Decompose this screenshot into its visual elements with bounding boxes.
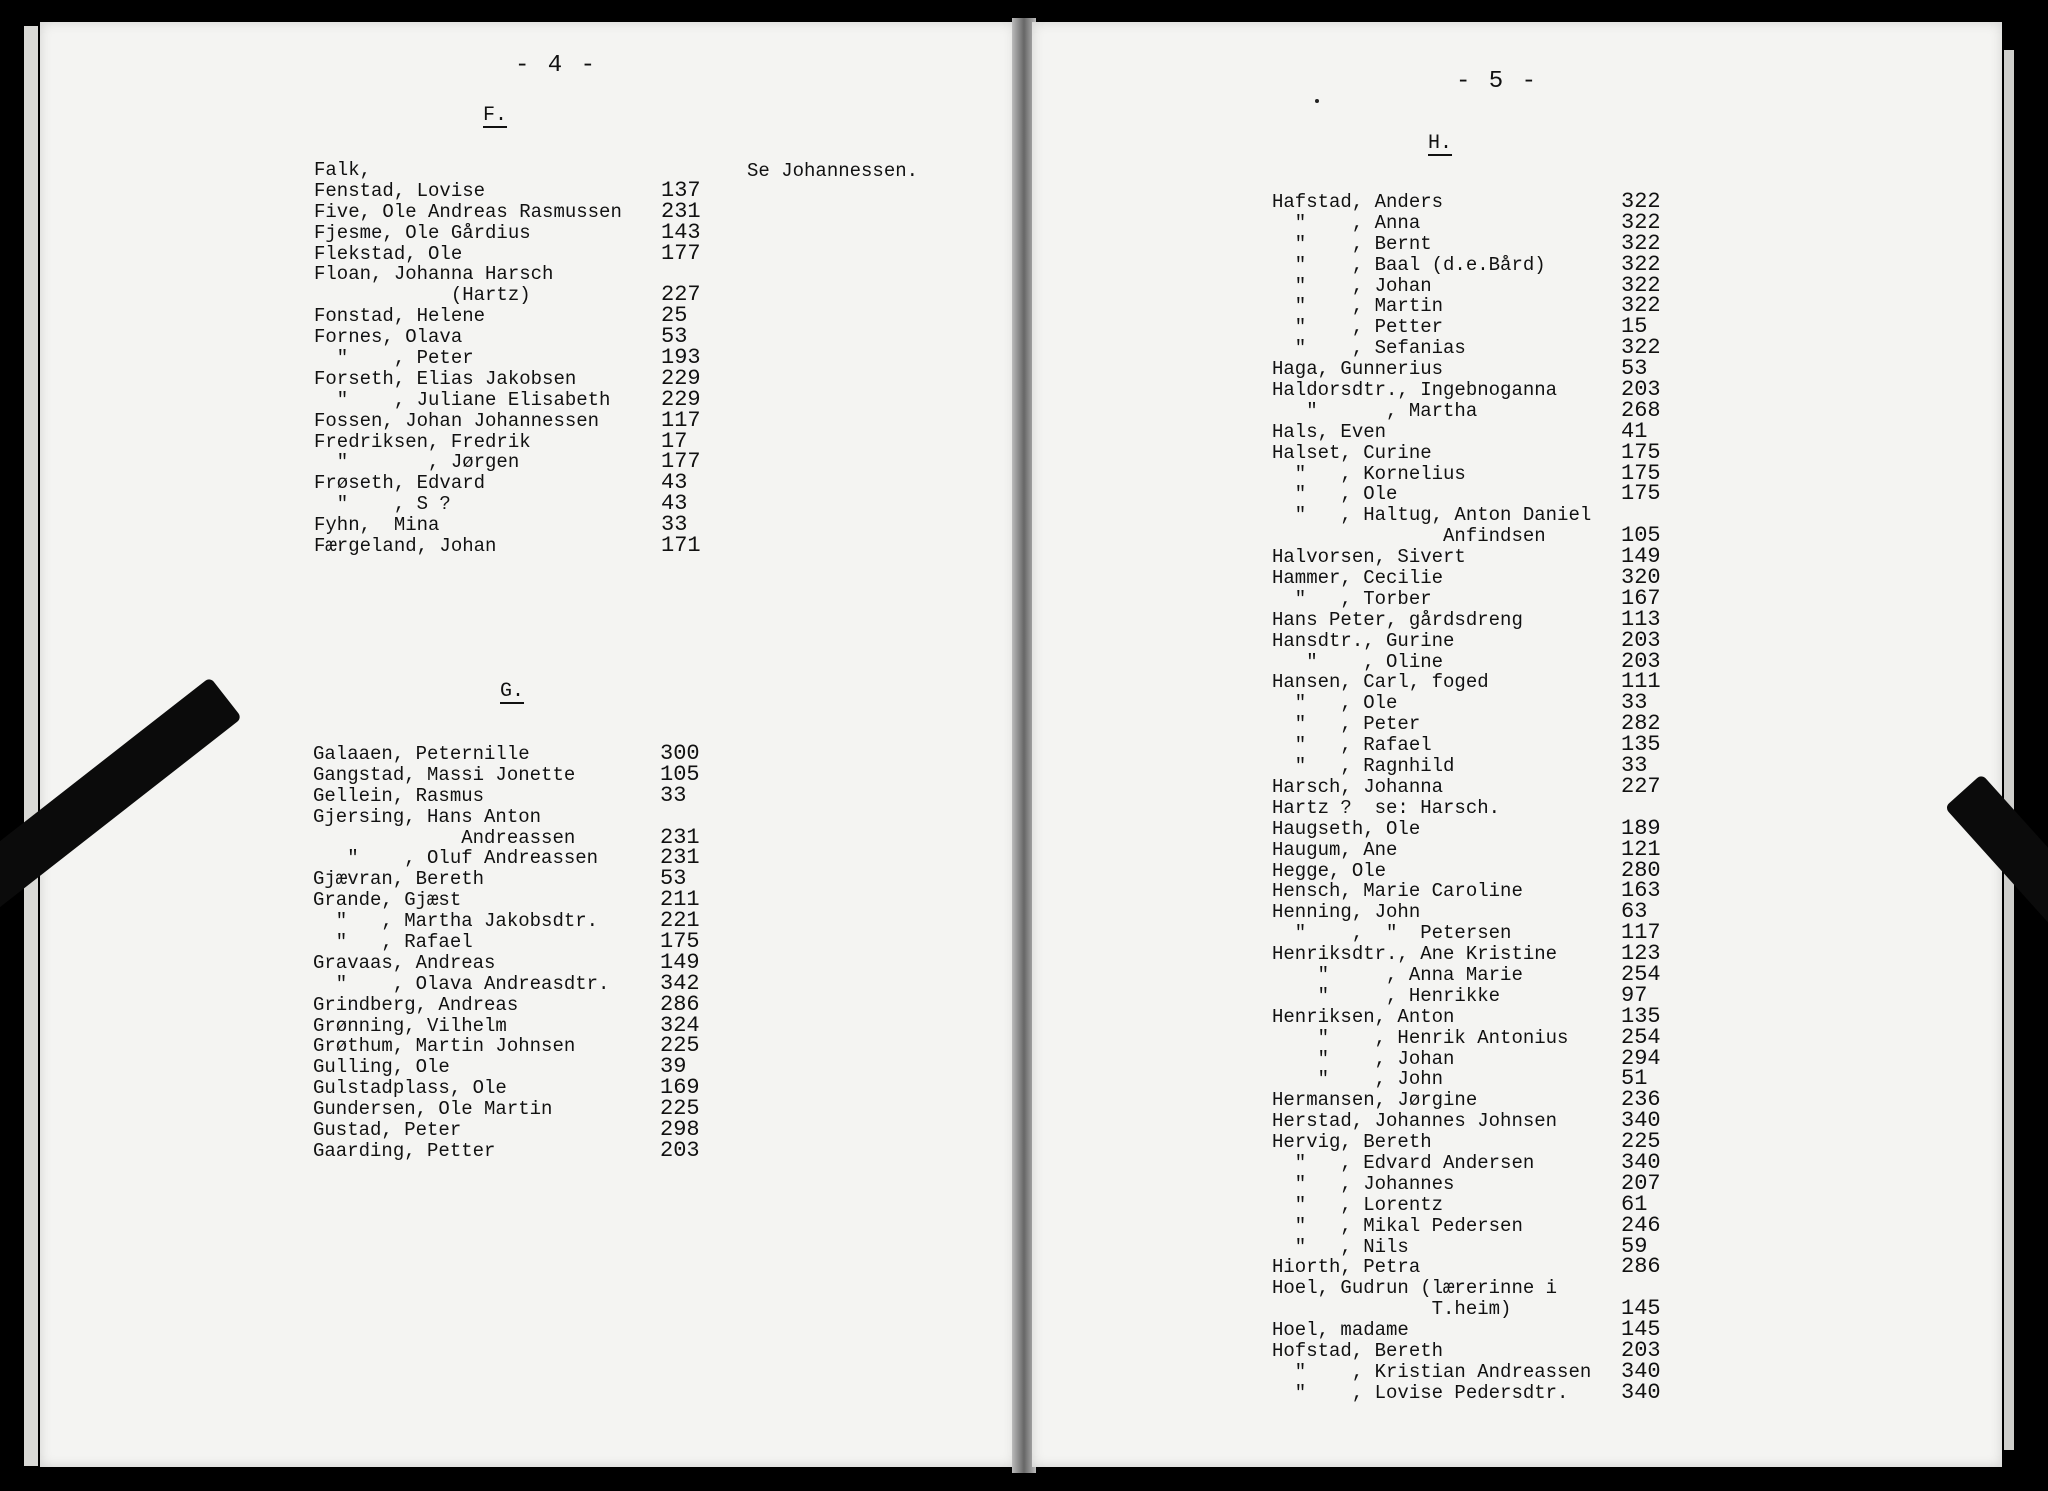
entry-page: 167: [1621, 585, 1661, 611]
entry-page: 322: [1621, 209, 1661, 235]
right-page: [1032, 22, 2002, 1467]
entry-page: 61: [1621, 1191, 1648, 1217]
entry-name: Hiorth, Petra: [1272, 1256, 1421, 1279]
entry-page: 121: [1621, 836, 1661, 862]
entry-page: 135: [1621, 732, 1661, 758]
entry-name: Gulling, Ole: [313, 1056, 450, 1079]
entry-name: Haugum, Ane: [1272, 838, 1398, 861]
entry-page: 113: [1621, 606, 1661, 632]
entry-page: 203: [1621, 648, 1661, 674]
entry-page: 207: [1621, 1170, 1661, 1196]
entry-page: 33: [1621, 753, 1648, 779]
entry-page: 193: [661, 345, 701, 371]
entry-page: 231: [660, 824, 700, 850]
entry-name: Fonstad, Helene: [314, 305, 486, 328]
entry-name: Fjesme, Ole Gårdius: [314, 221, 531, 244]
entry-name: " , Juliane Elisabeth: [314, 388, 611, 411]
entry-page: 43: [661, 470, 688, 496]
entry-page: 43: [661, 491, 688, 517]
entry-page: 15: [1621, 314, 1648, 340]
entry-page: 340: [1621, 1149, 1661, 1175]
entry-name: Gulstadplass, Ole: [313, 1077, 507, 1100]
entry-name: Hartz ? se: Harsch.: [1272, 796, 1501, 819]
entry-page: 51: [1621, 1066, 1648, 1092]
entry-page: 33: [661, 512, 688, 538]
entry-name: " , Haltug, Anton Daniel: [1272, 504, 1592, 527]
entry-name: Gangstad, Massi Jonette: [313, 763, 576, 786]
entry-page: 117: [661, 407, 701, 433]
entry-name: " , " Petersen: [1272, 922, 1512, 945]
entry-name: Grønning, Vilhelm: [313, 1014, 507, 1037]
entry-name: " , Mikal Pedersen: [1272, 1214, 1523, 1237]
entry-name: " , Ole: [1272, 692, 1398, 715]
entry-name: " , Peter: [314, 347, 474, 370]
entry-name: Frøseth, Edvard: [314, 472, 486, 495]
entry-page: 324: [660, 1012, 700, 1038]
entry-page: 33: [660, 782, 687, 808]
entry-name: Fyhn, Mina: [314, 514, 440, 537]
entry-name: Andreassen: [313, 826, 576, 849]
entry-name: " , Martha Jakobsdtr.: [313, 910, 599, 933]
entry-page: 286: [1621, 1254, 1661, 1280]
entry-name: " , Sefanias: [1272, 337, 1466, 360]
entry-page: 231: [660, 845, 700, 871]
entry-name: " , Johan: [1272, 1047, 1455, 1070]
entry-page: 322: [1621, 230, 1661, 256]
section-heading-f: F.: [483, 104, 508, 127]
entry-page: 322: [1621, 251, 1661, 277]
entry-name: Fenstad, Lovise: [314, 179, 486, 202]
entry-name: Halset, Curine: [1272, 441, 1432, 464]
entry-name: Flekstad, Ole: [314, 242, 463, 265]
entry-page: 169: [660, 1075, 700, 1101]
entry-page: 111: [1621, 669, 1661, 695]
entry-name: Haga, Gunnerius: [1272, 358, 1444, 381]
entry-name: Hofstad, Bereth: [1272, 1339, 1444, 1362]
entry-name: " , Johannes: [1272, 1172, 1455, 1195]
entry-name: " , Baal (d.e.Bård): [1272, 253, 1546, 276]
ink-dot: [1315, 99, 1319, 103]
entry-name: " , Henrik Antonius: [1272, 1026, 1569, 1049]
entry-page: 322: [1621, 335, 1661, 361]
entry-name: " , Bernt: [1272, 232, 1432, 255]
entry-name: " , Lovise Pedersdtr.: [1272, 1381, 1569, 1404]
entry-name: " , Johan: [1272, 274, 1432, 297]
entry-page: 59: [1621, 1233, 1648, 1259]
entry-page: 211: [660, 887, 700, 913]
entry-name: " , Petter: [1272, 316, 1444, 339]
entry-name: Fossen, Johan Johannessen: [314, 409, 600, 432]
left-page-edge: [24, 26, 38, 1466]
entry-page: 227: [661, 282, 701, 308]
entry-name: Grindberg, Andreas: [313, 993, 519, 1016]
entry-name: Henning, John: [1272, 901, 1421, 924]
entry-page: 41: [1621, 418, 1648, 444]
entry-name: " , Jørgen: [314, 451, 520, 474]
entry-name: Galaaen, Peternille: [313, 743, 530, 765]
entry-name: Gustad, Peter: [313, 1119, 462, 1142]
entry-name: Halvorsen, Sivert: [1272, 546, 1466, 569]
entry-page: 171: [661, 533, 701, 559]
page-number: - 4 -: [515, 52, 598, 79]
entry-page: 294: [1621, 1045, 1661, 1071]
entry-name: Gaarding, Petter: [313, 1139, 496, 1162]
entry-page: 189: [1621, 815, 1661, 841]
entry-page: 203: [1621, 627, 1661, 653]
entry-name: Five, Ole Andreas Rasmussen: [314, 200, 622, 223]
entry-page: 149: [660, 949, 700, 975]
entry-page: 177: [661, 240, 701, 266]
entry-name: Gjersing, Hans Anton: [313, 805, 542, 828]
entry-name: Hoel, madame: [1272, 1319, 1409, 1342]
entry-name: " , Oluf Andreassen: [313, 847, 599, 870]
entry-page: 246: [1621, 1212, 1661, 1238]
entry-name: " , Torber: [1272, 587, 1432, 610]
entry-page: 340: [1621, 1358, 1661, 1384]
entry-page: 175: [660, 929, 700, 955]
entry-name: T.heim): [1272, 1298, 1512, 1321]
entry-page: 53: [1621, 356, 1648, 382]
entry-page: 254: [1621, 1024, 1661, 1050]
entry-page: 236: [1621, 1087, 1661, 1113]
entry-name: " , Rafael: [313, 931, 473, 954]
entry-page: 229: [661, 386, 701, 412]
entry-page: 105: [660, 761, 700, 787]
entry-name: Grande, Gjæst: [313, 889, 462, 912]
entry-name: " , Ole: [1272, 483, 1398, 506]
entry-page: 53: [661, 324, 688, 350]
page-number: - 5 -: [1456, 68, 1539, 95]
entry-page: 177: [661, 449, 701, 475]
entry-name: " , Oline: [1272, 650, 1444, 673]
entry-name: Harsch, Johanna: [1272, 775, 1444, 798]
entry-name: Anfindsen: [1272, 525, 1546, 548]
entry-page: 63: [1621, 899, 1648, 925]
entry-name: Haugseth, Ole: [1272, 817, 1421, 840]
right-page-edge: [2004, 50, 2014, 1450]
entry-page: 175: [1621, 460, 1661, 486]
entry-name: Henriksdtr., Ane Kristine: [1272, 943, 1558, 966]
entry-page: 280: [1621, 857, 1661, 883]
entry-name: " , Lorentz: [1272, 1193, 1444, 1216]
entry-name: " , Anna Marie: [1272, 963, 1523, 986]
entry-page: 39: [660, 1054, 687, 1080]
entry-name: Hafstad, Anders: [1272, 191, 1444, 213]
entry-name: " , Kornelius: [1272, 462, 1466, 485]
entry-page: 225: [660, 1033, 700, 1059]
entry-name: Hensch, Marie Caroline: [1272, 880, 1523, 903]
entry-page: 225: [1621, 1129, 1661, 1155]
entry-page: 268: [1621, 397, 1661, 423]
entry-name: Hegge, Ole: [1272, 859, 1387, 882]
entry-name: Falk,: [314, 159, 372, 181]
entry-page: 225: [660, 1096, 700, 1122]
entry-name: " , Nils: [1272, 1235, 1409, 1258]
entry-name: " , Peter: [1272, 713, 1421, 736]
entry-page: 203: [1621, 377, 1661, 403]
entry-page: 97: [1621, 982, 1648, 1008]
entry-name: Forseth, Elias Jakobsen: [314, 367, 577, 390]
entry-name: " , S ?: [314, 493, 451, 516]
entry-name: Hansen, Carl, foged: [1272, 671, 1489, 694]
entry-page: 254: [1621, 961, 1661, 987]
section-heading-g: G.: [500, 680, 525, 703]
entry-page: 298: [660, 1117, 700, 1143]
entry-name: (Hartz): [314, 284, 531, 307]
entry-page: 320: [1621, 565, 1661, 591]
entry-page: 163: [1621, 878, 1661, 904]
entry-page: 105: [1621, 523, 1661, 549]
entry-page: 203: [660, 1137, 700, 1163]
entry-name: " , Kristian Andreassen: [1272, 1360, 1592, 1383]
entry-name: Herstad, Johannes Johnsen: [1272, 1110, 1558, 1133]
entry-name: Hermansen, Jørgine: [1272, 1089, 1478, 1112]
entry-page: 145: [1621, 1317, 1661, 1343]
entry-name: " , Rafael: [1272, 734, 1432, 757]
entry-name: Hoel, Gudrun (lærerinne i: [1272, 1277, 1558, 1300]
entry-page: 322: [1621, 293, 1661, 319]
entry-name: Hammer, Cecilie: [1272, 567, 1444, 590]
entry-page: 340: [1621, 1108, 1661, 1134]
entry-name: " , Martha: [1272, 399, 1478, 422]
entry-page: 17: [661, 428, 688, 454]
entry-page: 175: [1621, 481, 1661, 507]
entry-name: " , Henrikke: [1272, 984, 1501, 1007]
entry-page: 53: [660, 866, 687, 892]
entry-name: " , Anna: [1272, 211, 1421, 234]
entry-name: Haldorsdtr., Ingebnoganna: [1272, 379, 1558, 402]
entry-page: 143: [661, 219, 701, 245]
entry-name: Hansdtr., Gurine: [1272, 629, 1455, 652]
entry-page: 221: [660, 908, 700, 934]
entry-page: 282: [1621, 711, 1661, 737]
entry-name: Hans Peter, gårdsdreng: [1272, 608, 1523, 631]
entry-name: Gjævran, Bereth: [313, 868, 485, 891]
entry-name: Færgeland, Johan: [314, 535, 497, 558]
see-note: Se Johannessen.: [747, 160, 919, 182]
entry-name: Grøthum, Martin Johnsen: [313, 1035, 576, 1058]
entry-name: " , Edvard Andersen: [1272, 1151, 1535, 1174]
entry-page: 340: [1621, 1379, 1661, 1405]
entry-name: " , Olava Andreasdtr.: [313, 972, 610, 995]
entry-name: Gundersen, Ole Martin: [313, 1098, 553, 1121]
entry-name: " , John: [1272, 1068, 1444, 1091]
entry-name: Hervig, Bereth: [1272, 1131, 1432, 1154]
entry-name: Gellein, Rasmus: [313, 784, 485, 807]
entry-page: 229: [661, 365, 701, 391]
entry-name: Floan, Johanna Harsch: [314, 263, 554, 286]
entry-name: " , Martin: [1272, 295, 1444, 318]
entry-page: 342: [660, 970, 700, 996]
entry-page: 145: [1621, 1296, 1661, 1322]
entry-name: Fredriksen, Fredrik: [314, 430, 531, 453]
entry-page: 227: [1621, 773, 1661, 799]
entry-page: 286: [660, 991, 700, 1017]
entry-page: 300: [660, 741, 700, 766]
entry-page: 135: [1621, 1003, 1661, 1029]
entry-name: Hals, Even: [1272, 420, 1387, 443]
entry-name: Henriksen, Anton: [1272, 1005, 1455, 1028]
entry-name: " , Ragnhild: [1272, 755, 1455, 778]
entry-page: 175: [1621, 439, 1661, 465]
entry-name: Fornes, Olava: [314, 326, 463, 349]
entry-page: 137: [661, 177, 701, 203]
entry-page: 322: [1621, 272, 1661, 298]
entry-name: Gravaas, Andreas: [313, 951, 496, 974]
entry-page: 117: [1621, 920, 1661, 946]
entry-page: 123: [1621, 941, 1661, 967]
entry-page: 25: [661, 303, 688, 329]
entry-page: 203: [1621, 1337, 1661, 1363]
section-heading-h: H.: [1428, 132, 1453, 155]
entry-page: 231: [661, 198, 701, 224]
entry-page: 322: [1621, 189, 1661, 214]
entry-page: 149: [1621, 544, 1661, 570]
entry-page: 33: [1621, 690, 1648, 716]
